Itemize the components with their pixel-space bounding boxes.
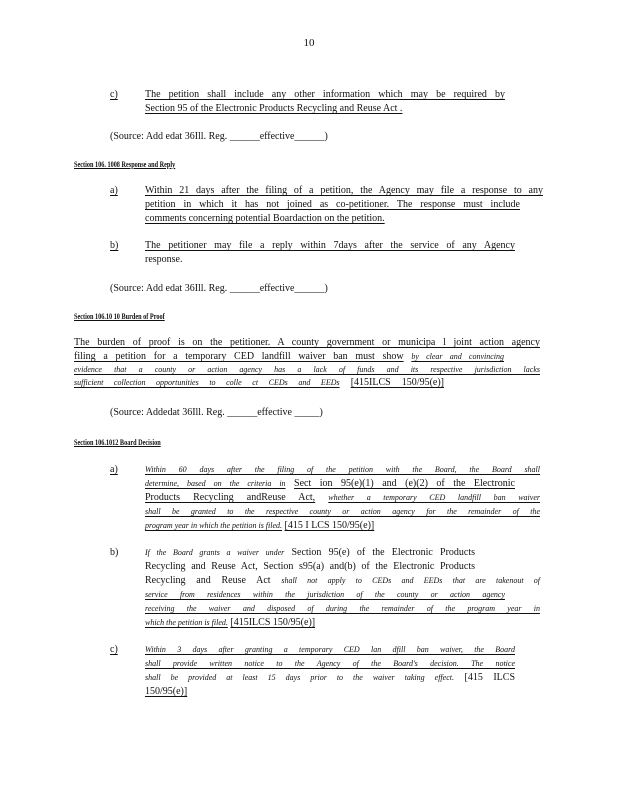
text-line: receiving the waiver and disposed of during the remainder of the program year in [145,604,540,613]
text-line: Within 21 days after the filing of a petition, the Agency may file a response to any [145,185,543,196]
item-a-label: a) [110,464,118,475]
text-line: 150/95(e)] [145,686,188,697]
source-note: (Source: Add edat 36Ill. Reg. ______effective______) [110,283,328,294]
text-line: Within 3 days after granting a temporary CED lan dfill ban waiver, the Board [145,645,515,654]
item-c-label: c) [110,89,118,100]
text-line: shall be provided at least 15 days prior to the waiver taking effect. [415 ILCS [145,672,515,683]
text-line: The burden of proof is on the petitioner. A county government or municipa l joint action agency [74,337,540,348]
text-line: Section 95 of the Electronic Products Recycling and Reuse Act . [145,103,403,114]
text-line: Recycling and Reuse Act shall not apply to CEDs and EEDs that are takenout of [145,575,541,586]
text-line: shall be granted to the respective county or action agency for the remainder of the [145,507,540,516]
text-line: If the Board grants a waiver under Section 95(e) of the Electronic Products [145,547,476,558]
burden-of-proof-text [74,336,540,390]
text-line: shall provide written notice to the Agency of the Board's decision. The notice [145,659,515,668]
item-a-text [145,184,543,226]
text-line: program year in which the petition is filed. [415 I LCS 150/95(e)] [145,520,375,531]
text-line: service from residences within the jurisdiction of the county or action agency [145,590,505,599]
text-line: petition in which it has not joined as co-petitioner. The response must include [145,199,520,210]
item-b-text [145,239,515,267]
board-decision-item-b [145,546,540,630]
text-line: evidence that a county or action agency has a lack of funds and its respective jurisdiction lacks [74,365,540,374]
text-line: Recycling and Reuse Act, Section s95(a) and(b) of the Electronic Products [145,561,475,572]
text-line: sufficient collection opportunities to colle ct CEDs and EEDs [415ILCS 150/95(e)] [74,377,445,388]
item-c-label: c) [110,644,118,655]
text-line: filing a petition for a temporary CED landfill waiver ban must show by clear and convincing [74,351,505,362]
source-note: (Source: Add edat 36Ill. Reg. ______effective______) [110,131,328,142]
text-line: The petitioner may file a reply within 7days after the service of any Agency [145,240,515,251]
item-b-label: b) [110,547,119,558]
item-b-label: b) [110,240,119,251]
page-number: 10 [303,37,315,49]
text-line: comments concerning potential Boardaction on the petition. [145,213,385,224]
text-line: determine, based on the criteria in Sect ion 95(e)(1) and (e)(2) of the Electronic [145,478,515,489]
text-line: Within 60 days after the filing of the petition with the Board, the Board shall [145,465,540,474]
source-note: (Source: Addedat 36Ill. Reg. ______effective _____) [110,407,323,418]
item-a-label: a) [110,185,118,196]
section-heading-1012: Section 106.1012 Board Decision [74,438,161,447]
text-line: The petition shall include any other information which may be required by [145,89,505,100]
item-c-text [145,88,505,116]
section-heading-1010: Section 106.10 10 Burden of Proof [74,312,165,321]
board-decision-item-a [145,463,540,533]
section-heading-1008: Section 106. 1008 Response and Reply [74,160,176,169]
text-line: Products Recycling andReuse Act, whether a temporary CED landfill ban waiver [145,492,540,503]
text-line: response. [145,254,183,265]
text-line: which the petition is filed. [415ILCS 150/95(e)] [145,617,316,628]
board-decision-item-c [145,643,515,699]
